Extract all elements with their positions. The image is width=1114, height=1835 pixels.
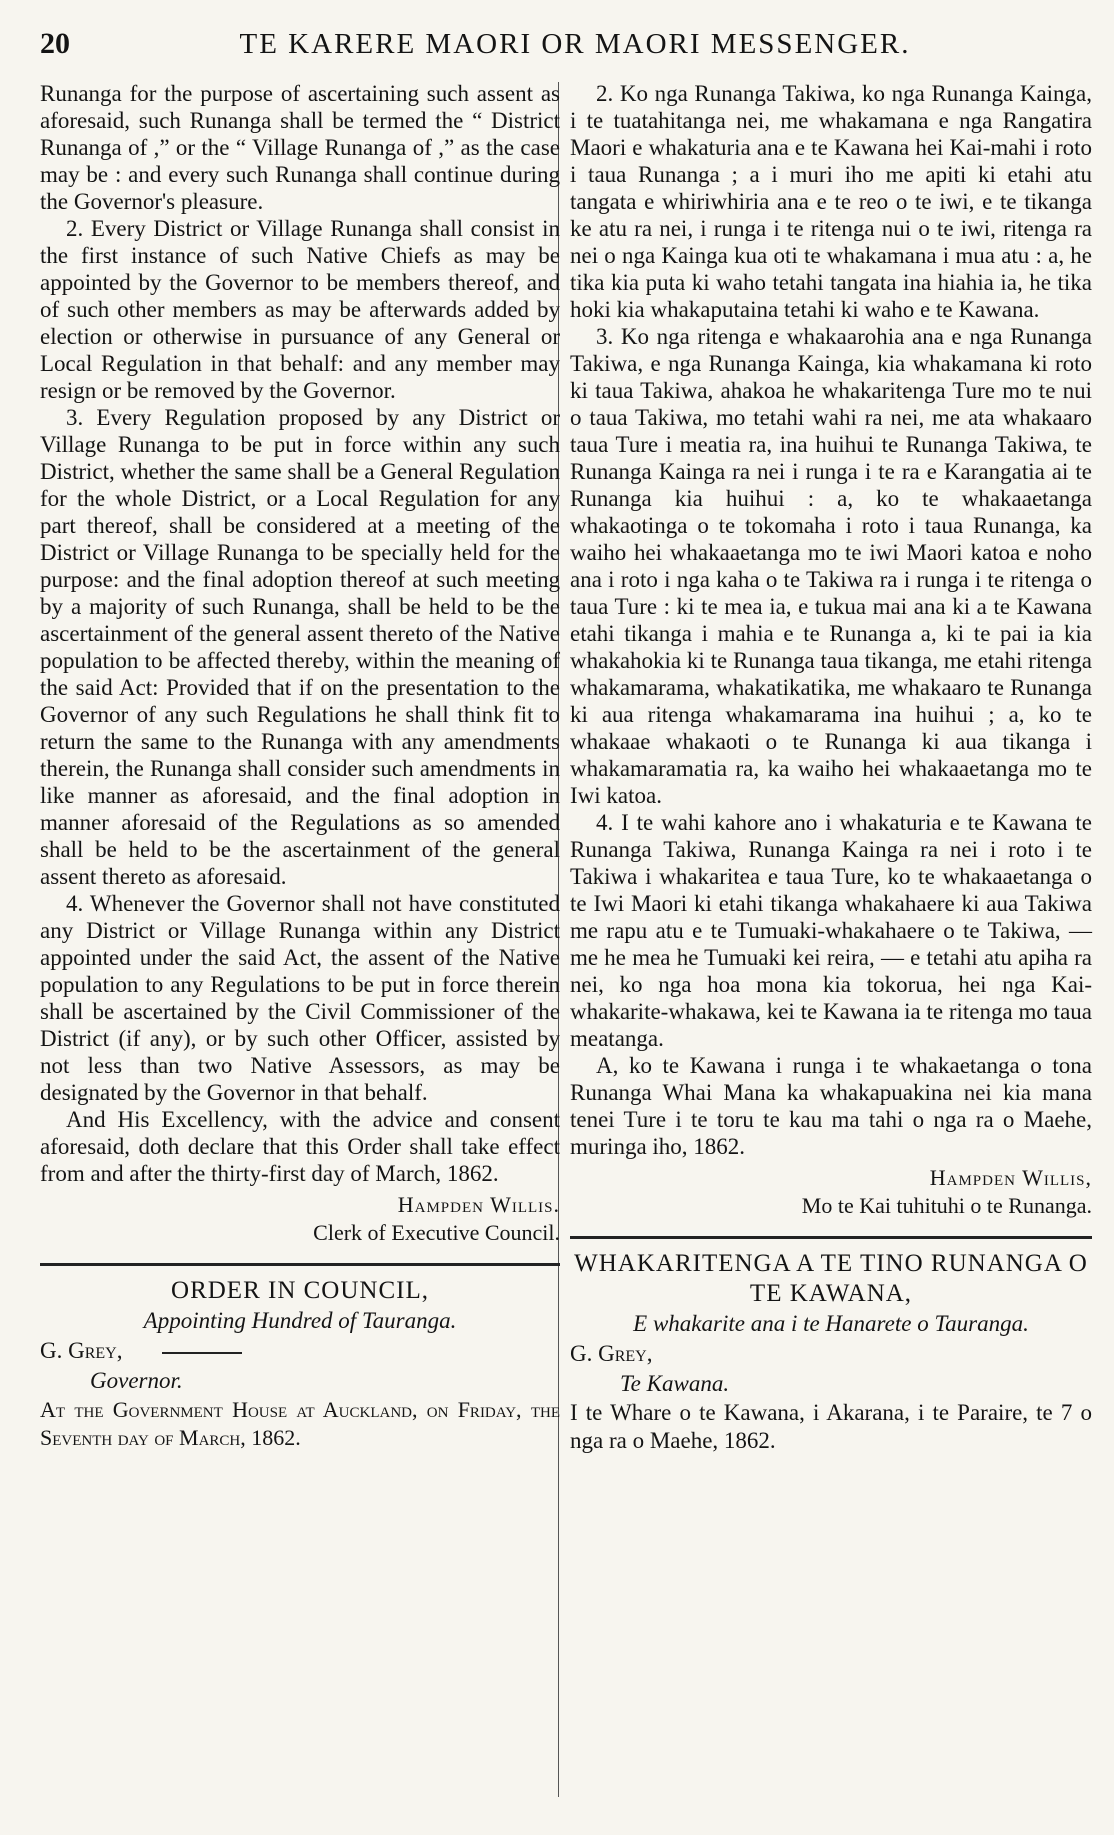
- paragraph: 2. Every District or Village Runanga shall consist in the first instance of such Native Chiefs as may be appointed by the Governor to be members thereof, and of such other members as may be afterwards added by election or otherwise in pursuance of any General or Local Regulation in that behalf: and any member may resign or be removed by the Governor.: [40, 216, 560, 403]
- maori-column: [570, 80, 1092, 1455]
- signatory-title: Clerk of Executive Council.: [313, 1220, 560, 1245]
- signature-block: [40, 1191, 560, 1247]
- running-title: TE KARERE MAORI OR MAORI MESSENGER.: [239, 27, 911, 60]
- paragraph: 2. Ko nga Runanga Takiwa, ko nga Runanga Kainga, i te tuatahitanga nei, me whakamana e nga Rangatira Maori e whakaturia ana e te Kawana hei Kai-mahi i roto i taua Runanga ; a i muri iho me apiti ki etahi atu tangata e whiriwhiria ana e te reo o te iwi, e te tikanga ke atu ra nei, i runga i te ritenga nui o te iwi, ritenga ra nei o nga Kainga kua oti te whakamana i mua atu : a, he tika kia puta ki waho tetahi tangata ina hiahia ia, he tika hoki kia whakaputaina tetahi ki waho e te Kawana.: [570, 81, 1092, 322]
- paragraph: 4. I te wahi kahore ano i whakaturia e te Kawana te Runanga Takiwa, Runanga Kainga ra nei i roto i te Takiwa i whakaritea e taua Ture, ko te whakaaetanga o te Iwi Maori ki etahi tikanga whakahaere ki aua Takiwa me rapu atu e te Tumuaki-whakahaere o te Takiwa, — me he mea he Tumuaki kei reira, — e tetahi atu apiha ra nei, ko nga hoa mona kia tokorua, hei nga Kai-whakarite-whakawa, kei te Kawana ia te ritenga mo taua meatanga.: [570, 810, 1092, 1051]
- governor-title: Governor.: [90, 1368, 183, 1393]
- short-rule: [162, 1352, 242, 1354]
- signature-block: [570, 1164, 1092, 1220]
- order-title: WHAKARITENGA A TE TINO RUNANGA O TE KAWANA,: [574, 1250, 1088, 1307]
- governor-name: G. Grey,: [570, 1341, 653, 1366]
- signatory-title: Mo te Kai tuhituhi o te Runanga.: [801, 1193, 1092, 1218]
- section-divider: [570, 1236, 1092, 1239]
- order-title: ORDER IN COUNCIL,: [171, 1277, 429, 1304]
- paragraph: And His Excellency, with the advice and consent aforesaid, doth declare that this Order shall take effect from and after the thirty-first day of March, 1862.: [40, 1107, 560, 1186]
- section-divider: [40, 1263, 560, 1266]
- signatory-name: Hampden Willis,: [929, 1165, 1092, 1190]
- paragraph: A, ko te Kawana i runga i te whakaetanga o tona Runanga Whai Mana ka whakapuakina nei kia mana tenei Ture i te toru te kau ma tahi o nga ra o Maehe, muringa iho, 1862.: [570, 1053, 1092, 1159]
- place-date: At the Government House at Auckland, on Friday, the Seventh day of March, 1862.: [40, 1397, 560, 1450]
- governor-block: [40, 1336, 560, 1396]
- paragraph: Runanga for the purpose of ascertaining such assent as aforesaid, such Runanga shall be termed the “ District Runanga of ,” or the “ Village Runanga of ,” as the case may be : and every such Runanga shall continue during the Governor's pleasure.: [40, 81, 560, 214]
- governor-block: [570, 1339, 1092, 1399]
- page-number: 20: [40, 27, 70, 60]
- order-subtitle: E whakarite ana i te Hanarete o Tauranga.: [633, 1311, 1029, 1336]
- governor-name: G. Grey,: [40, 1338, 123, 1363]
- paragraph: 4. Whenever the Governor shall not have constituted any District or Village Runanga within any District appointed under the said Act, the assent of the Native population to any Regulations to be put in force therein shall be ascertained by the Civil Commissioner of the District (if any), or by such other Officer, assisted by not less than two Native Assessors, as may be designated by the Governor in that behalf.: [40, 891, 560, 1105]
- paragraph: 3. Ko nga ritenga e whakaarohia ana e nga Runanga Takiwa, e nga Runanga Kainga, kia whakamana ki roto ki taua Takiwa, ahakoa he whakaritenga Ture mo te nui o taua Takiwa, mo tetahi wahi ra nei, me ata whakaaro taua Ture i meatia ra, ina huihui te Runanga Takiwa, te Runanga Kainga ra nei i runga i te ra e Karangatia ai te Runanga kia huihui : a, ko te whakaaetanga whakaotinga o te tokomaha i roto i taua Runanga, ka waiho hei whakaaetanga mo te iwi Maori katoa e noho ana i roto i nga kaha o te Takiwa ra i runga i te ritenga o taua Ture : ki te mea ia, e tukua mai ana ki a te Kawana etahi tikanga i mahia e te Runanga a, ki te pai ia kia whakahokia ki te Runanga taua tikanga, me etahi ritenga whakamarama, whakatikatika, me whakaaro te Runanga ki aua ritenga whakamarama ina huihui ; a, ko te whakaae whakaoti o te Runanga ki aua tikanga i whakamaramatia ra, ka waiho hei whakaaetanga mo te Iwi katoa.: [570, 324, 1092, 808]
- english-column: [40, 80, 560, 1452]
- paragraph: 3. Every Regulation proposed by any District or Village Runanga to be put in force within any such District, whether the same shall be a General Regulation for the whole District, or a Local Regulation for any part thereof, shall be considered at a meeting of the District or Village Runanga to be specially held for the purpose: and the final adoption thereof at such meeting by a majority of such Runanga, shall be held to be the ascertainment of the general assent thereto of the Native population to be affected thereby, within the meaning of the said Act: Provided that if on the presentation to the Governor of any such Regulations he shall think fit to return the same to the Runanga with any amendments therein, the Runanga shall consider such amendments in like manner as aforesaid, and the final adoption in manner aforesaid of the Regulations as so amended shall be held to be the ascertainment of the general assent thereto as aforesaid.: [40, 405, 560, 889]
- governor-title: Te Kawana.: [620, 1371, 730, 1396]
- signatory-name: Hampden Willis.: [397, 1192, 560, 1217]
- place-date: I te Whare o te Kawana, i Akarana, i te Paraire, te 7 o nga ra o Maehe, 1862.: [570, 1400, 1092, 1453]
- order-subtitle: Appointing Hundred of Tauranga.: [143, 1308, 457, 1333]
- page-header: [40, 20, 1080, 68]
